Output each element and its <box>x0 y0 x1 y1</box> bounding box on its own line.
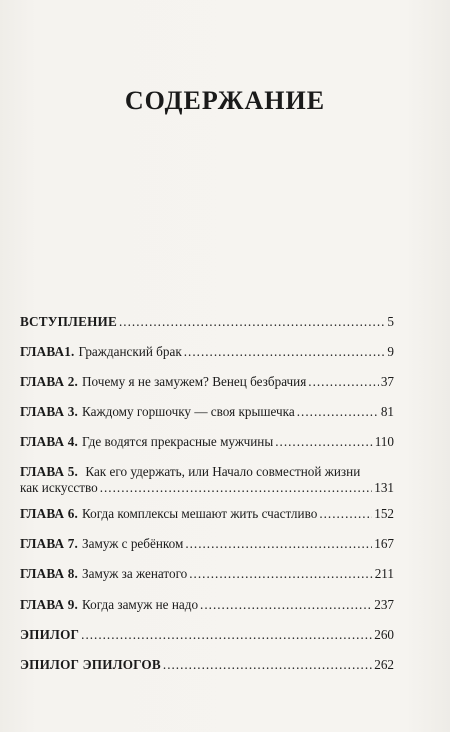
toc-entry-chapter-3 <box>20 404 394 420</box>
dot-leader <box>81 627 372 643</box>
toc-entry-page: 211 <box>374 566 394 581</box>
toc-entry-page: 131 <box>374 480 394 495</box>
dot-leader <box>308 374 379 390</box>
toc-entry-title: Когда замуж не надо <box>82 597 199 612</box>
toc-entry-title: Когда комплексы мешают жить счастливо <box>82 506 318 521</box>
toc-entry-page: 81 <box>380 404 394 419</box>
dot-leader <box>297 404 379 420</box>
toc-entry-label: ГЛАВА 3. <box>20 404 79 419</box>
toc-entry-label: ГЛАВА1. <box>20 344 75 359</box>
dot-leader <box>163 657 372 673</box>
toc-entry-label: ЭПИЛОГ <box>20 627 80 642</box>
toc-entry-page: 9 <box>387 344 394 359</box>
toc-entry-chapter-4 <box>20 434 394 450</box>
toc-entry-label: ЭПИЛОГ ЭПИЛОГОВ <box>20 657 161 672</box>
toc-entry-introduction <box>20 314 394 330</box>
toc-entry-title: Каждому горшочку — своя крышечка <box>82 404 295 419</box>
toc-entry-epilogue-of-epilogues <box>20 657 394 673</box>
toc-entry-page: 262 <box>374 657 394 672</box>
toc-entry-page: 260 <box>374 627 394 642</box>
toc-entry-label: ВСТУПЛЕНИЕ <box>20 314 117 329</box>
toc-entry-label: ГЛАВА 7. <box>20 536 79 551</box>
dot-leader <box>119 314 385 330</box>
toc-entry-page: 37 <box>380 374 394 389</box>
toc-entry-label: ГЛАВА 6. <box>20 506 79 521</box>
dot-leader <box>275 434 372 450</box>
toc-entry-label: ГЛАВА 8. <box>20 566 79 581</box>
toc-entry-chapter-6 <box>20 506 394 522</box>
page-title: СОДЕРЖАНИЕ <box>124 86 326 115</box>
toc-entry-title: Замуж за женатого <box>82 566 188 581</box>
toc-entry-label: ГЛАВА 9. <box>20 597 79 612</box>
toc-entry-chapter-1 <box>20 344 394 360</box>
toc-entry-label: ГЛАВА 4. <box>20 434 79 449</box>
toc-entry-chapter-2 <box>20 374 394 390</box>
toc-entry-title: Почему я не замужем? Венец безбрачия <box>82 374 307 389</box>
dot-leader <box>200 597 372 613</box>
dot-leader <box>100 480 373 496</box>
toc-entry-label: ГЛАВА 2. <box>20 374 79 389</box>
toc-entry-title: Где водятся прекрасные мужчины <box>82 434 274 449</box>
dot-leader <box>185 536 372 552</box>
toc-entry-page: 167 <box>374 536 394 551</box>
toc-entry-page: 110 <box>374 434 394 449</box>
dot-leader <box>184 344 386 360</box>
toc-entry-page: 237 <box>374 597 394 612</box>
toc-entry-page: 5 <box>387 314 394 329</box>
toc-entry-chapter-9 <box>20 597 394 613</box>
dot-leader <box>319 506 372 522</box>
toc-entry-title: Замуж с ребёнком <box>82 536 184 551</box>
toc-entry-title: Как его удержать, или Начало совместной жизни <box>85 464 361 479</box>
toc-entry-chapter-8 <box>20 566 394 582</box>
toc-entry-title-continued: как искусство <box>20 480 98 495</box>
dot-leader <box>189 566 372 582</box>
toc-entry-chapter-7 <box>20 536 394 552</box>
toc-entry-title: Гражданский брак <box>78 344 182 359</box>
toc-entry-epilogue <box>20 627 394 643</box>
toc-entry-chapter-5 <box>20 464 394 496</box>
toc-entry-label: ГЛАВА 5. <box>20 464 79 479</box>
toc-entry-page: 152 <box>374 506 394 521</box>
